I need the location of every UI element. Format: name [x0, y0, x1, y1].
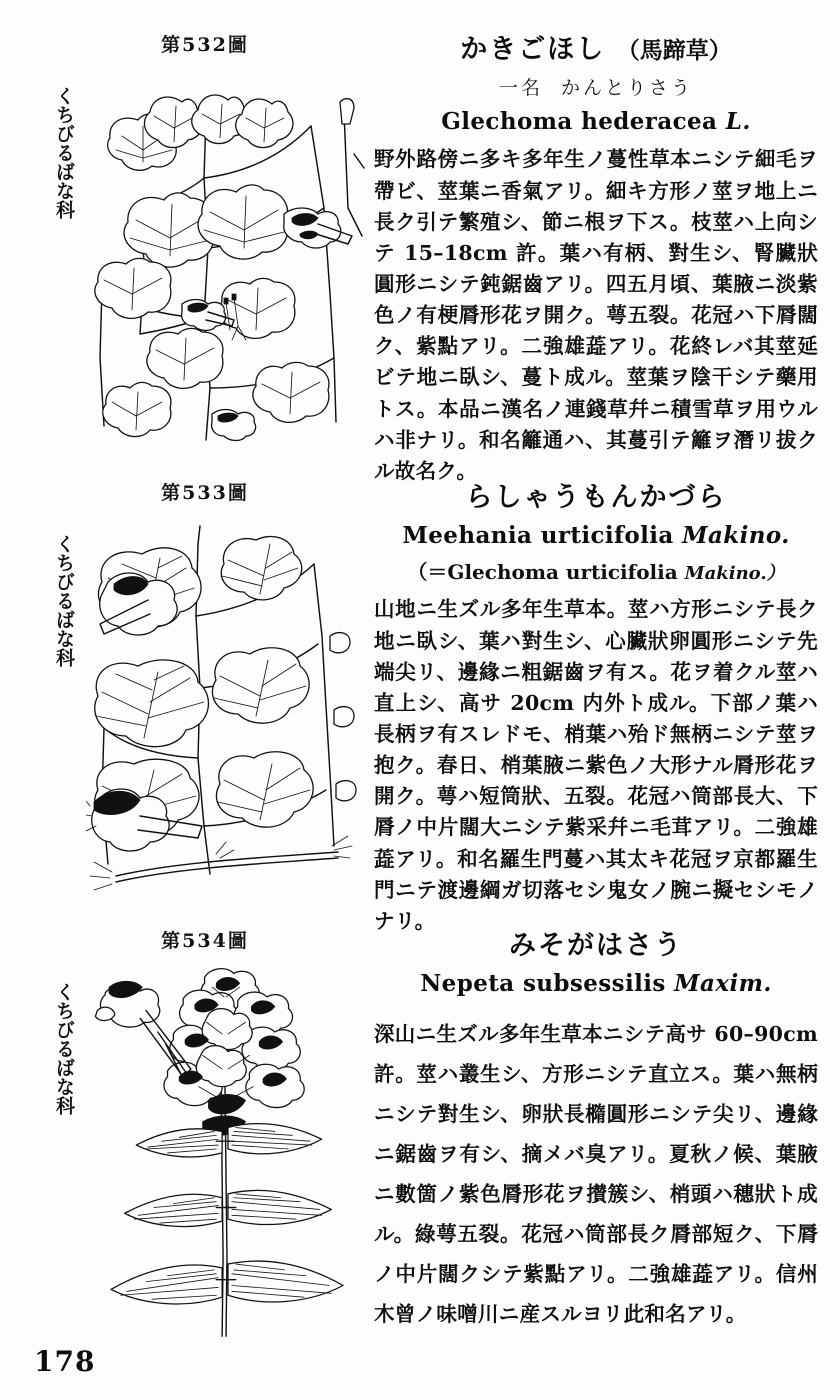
figure-caption: 第534圖: [161, 930, 249, 952]
text-column: [374, 914, 818, 1354]
scientific-name-authority: Maxim.: [674, 970, 772, 998]
alias-prefix: 一名: [498, 77, 543, 100]
synonym-authority: Makino.）: [684, 563, 785, 585]
alias-line: [374, 73, 818, 100]
scientific-name-binomial: Nepeta subsessilis: [420, 970, 666, 998]
species-entry: [0, 914, 840, 1354]
japanese-name-kana: みそがはさう: [509, 930, 683, 961]
botanical-illustration-glechoma-hederacea: [86, 58, 368, 448]
family-side-label: くちびるばな科: [53, 982, 75, 1115]
figure-caption: 第532圖: [161, 34, 249, 56]
description-body: 山地ニ生ズル多年生草本。莖ハ方形ニシテ長ク地ニ臥シ、葉ハ對生シ、心臟狀卵圓形ニシテ先端尖リ、邊緣ニ粗鋸齒ヲ有ス。花ヲ着クル莖ハ直上シ、高サ 20cm 内外ト成ル。下部ノ葉ハ長柄ヲ有スレドモ、梢葉ハ殆ド無柄ニシテ莖ヲ抱ク。春日、梢葉腋ニ紫色ノ大形ナル脣形花ヲ開ク。萼ハ短筒狀、五裂。花冠ハ筒部長大、下脣ノ中片闊大ニシテ紫采幷ニ毛茸アリ。二強雄蕋アリ。和名羅生門蔓ハ其太キ花冠ヲ京都羅生門ニテ渡邊綱ガ切落セシ鬼女ノ腕ニ擬セシモノナリ。: [374, 597, 818, 933]
scientific-name-authority: Makino.: [682, 522, 790, 550]
figure-column: [40, 914, 370, 1354]
scientific-name: [374, 522, 818, 549]
botanical-illustration-nepeta-subsessilis: [86, 954, 368, 1344]
family-side-label: くちびるばな科: [53, 534, 75, 667]
page-number: 178: [34, 1345, 96, 1378]
text-column: [374, 18, 818, 483]
species-entry: [0, 466, 840, 933]
description-body: 野外路傍ニ多キ多年生ノ蔓性草本ニシテ細毛ヲ帶ビ、莖葉ニ香氣アリ。細キ方形ノ莖ヲ地上ニ長ク引テ繁殖シ、節ニ根ヲ下ス。枝莖ハ上向シテ 15–18cm 許。葉ハ有柄、對生シ、腎臟狀圓形ニシテ鈍鋸齒アリ。四五月頃、葉腋ニ淡紫色ノ有梗脣形花ヲ開ク。萼五裂。花冠ハ下脣闊ク、紫點アリ。二強雄蕋アリ。花終レバ其莖延ビテ地ニ臥シ、蔓ト成ル。莖葉ヲ陰干シテ藥用トス。本品ニ漢名ノ連錢草幷ニ積雪草ヲ用ウルハ非ナリ。和名籬通ハ、其蔓引テ籬ヲ潛リ拔クル故名ク。: [374, 147, 818, 483]
botanical-illustration-meehania-urticifolia: [86, 506, 368, 896]
scientific-name-synonym: [374, 556, 818, 585]
japanese-name: [374, 930, 818, 962]
family-side-label: くちびるばな科: [53, 86, 75, 219]
scientific-name-binomial: Glechoma hederacea: [441, 108, 718, 136]
scientific-name-authority: L.: [725, 108, 751, 136]
scientific-name: [374, 108, 818, 135]
japanese-name: [374, 482, 818, 514]
text-column: [374, 466, 818, 933]
figure-column: [40, 18, 370, 466]
japanese-name-kana: かきごほし: [460, 34, 606, 65]
description-body: 深山ニ生ズル多年生草本ニシテ高サ 60–90cm 許。莖ハ叢生シ、方形ニシテ直立ス。葉ハ無柄ニシテ對生シ、卵狀長橢圓形ニシテ尖リ、邊緣ニ鋸齒ヲ有シ、摘メバ臭アリ。夏秋ノ候、葉腋ニ數箇ノ紫色脣形花ヲ攅簇シ、梢頭ハ穗狀ト成ル。綠萼五裂。花冠ハ筒部長ク脣部短ク、下脣ノ中片闊クシテ紫點アリ。二強雄蕋アリ。信州木曾ノ味噌川ニ産スルヨリ此和名アリ。: [374, 1022, 818, 1327]
figure-column: [40, 466, 370, 914]
alias-name: かんとりさう: [561, 77, 694, 100]
scientific-name: [374, 970, 818, 997]
scientific-name-binomial: Meehania urticifolia: [402, 522, 674, 550]
japanese-name-kana: らしゃうもんかづら: [465, 482, 727, 513]
japanese-name-kanji: （馬蹄草）: [616, 37, 732, 64]
figure-caption: 第533圖: [161, 482, 249, 504]
synonym-binomial: （＝Glechoma urticifolia: [407, 560, 678, 585]
japanese-name: [374, 34, 818, 66]
species-entry: [0, 18, 840, 483]
